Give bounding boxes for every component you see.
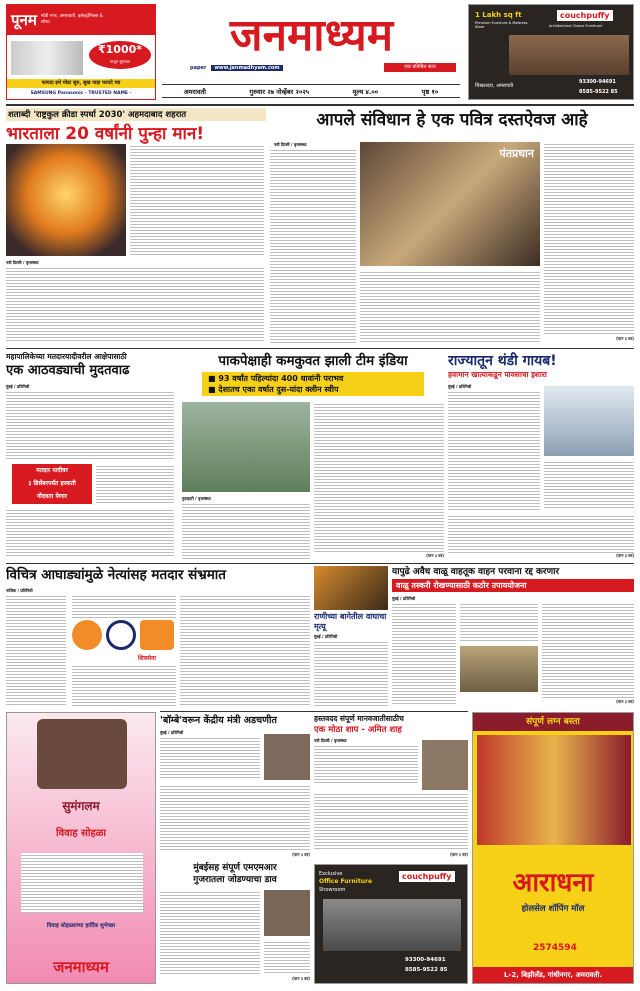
story3-headline: एक आठवड्याची मुदतवाढ [6, 363, 130, 378]
ad-left-offer: ₹1000* [97, 43, 143, 56]
story5-kicker: हवामान खात्याकडून पावसाचा इशारा [448, 370, 547, 379]
story7-photo [460, 646, 538, 692]
story6-body-d [180, 594, 310, 706]
story4-body-b [314, 402, 444, 552]
story3-kicker: महापालिकेच्या मतदारयादीवरील आक्षेपासाठी [6, 352, 127, 361]
story7 [392, 566, 634, 708]
story3-byline: मुंबई / प्रतिनिधी [6, 384, 30, 389]
story8-headline: राणीच्या बागेतील वाघाचा मृत्यू [314, 612, 387, 631]
story11-more[interactable]: (पान ३ वर) [450, 852, 468, 857]
couple-photo [37, 719, 127, 789]
story6-headline: विचित्र आघाड्यांमुळे नेत्यांसह मतदार संभ्रमात [6, 567, 226, 583]
story10-photo [264, 890, 310, 936]
story7-body-b [460, 602, 538, 642]
story4-bullet1: ■ 93 वर्षांत पहिल्यांदा 400 धावांनी पराभव [208, 374, 344, 383]
ad-right-loc: चिखलदरा, अमरावती [475, 83, 514, 89]
story9-headline: 'बॉम्बे'वरून केंद्रीय मंत्री अडचणीत [160, 715, 277, 726]
story11-body-b [314, 792, 468, 850]
office-chairs-image [323, 899, 461, 951]
story4-more[interactable]: (पान ३ वर) [426, 553, 444, 558]
story1 [6, 108, 266, 344]
story6-body-c [72, 664, 176, 706]
story1-headline: भारताला 20 वर्षांनी पुन्हा मान! [6, 124, 205, 144]
story6-body-b [72, 594, 176, 618]
ad-aradhana-name: आराधना [512, 868, 594, 898]
ad-right-couchpuffy[interactable] [468, 4, 634, 100]
story3-highlight-box [12, 464, 92, 504]
dateline-price: मूल्य ४.०० [352, 87, 379, 96]
story10 [160, 862, 310, 984]
story11-body-a [314, 744, 418, 784]
ad-wedding-sub: विवाह सोहळा [56, 828, 106, 839]
story9 [160, 714, 310, 860]
story4-headline: पाकपेक्षाही कमकुवत झाली टीम इंडिया [218, 353, 408, 369]
story3-box-line3: नोंदवता येणार [36, 493, 68, 500]
rule-row4 [160, 711, 468, 712]
party-symbol-bjp [72, 620, 102, 650]
ad-right-phone: 93300-94691 [579, 79, 616, 85]
story7-kicker: वाळू तस्करी रोखण्यासाठी कठोर उपाययोजना [392, 579, 634, 592]
story3-body-a [6, 390, 174, 460]
story8 [314, 566, 388, 708]
story2-body-c [544, 142, 634, 336]
ad-mid-couchpuffy[interactable] [314, 864, 468, 984]
story3-body-c [6, 508, 174, 558]
story4-bullet1-text: 93 वर्षांत पहिल्यांदा 400 धावांनी पराभव [218, 374, 344, 383]
story1-body-b [6, 266, 264, 342]
story6 [6, 566, 310, 708]
story2-body-b [360, 270, 540, 344]
story5-body-a [448, 390, 540, 510]
story2 [270, 108, 634, 344]
ad-left-offer-badge [89, 41, 151, 69]
ad-wedding-line: विवाह सोहळ्याच्या हार्दिक शुभेच्छा [46, 923, 116, 929]
ad-wedding-body [21, 853, 143, 913]
ad-wedding-title: सुमंगलम [62, 799, 100, 813]
story7-more[interactable]: (पान ३ वर) [616, 699, 634, 704]
ad-wedding[interactable] [6, 712, 156, 984]
story9-body-b [160, 784, 310, 850]
story2-more[interactable]: (पान ३ वर) [616, 336, 634, 341]
story4-byline: गुवाहाटी / वृत्तसंस्था [182, 496, 211, 501]
story7-byline: मुंबई / प्रतिनिधी [392, 596, 416, 601]
masthead-logo [164, 10, 459, 62]
story4-bullets [202, 372, 424, 396]
ad-aradhana-phone: 2574594 [533, 943, 577, 953]
ad-mid-line1: Exclusive [319, 871, 343, 877]
rule-row3 [6, 563, 634, 564]
masthead-tagline: एक प्रतिष्ठित सत्य [384, 63, 456, 72]
dateline-bar [162, 84, 460, 98]
story11-byline: नवी दिल्ली / वृत्तसंस्था [314, 738, 347, 743]
story9-photo [264, 734, 310, 780]
story4-bullet2: ■ देशातच एका वर्षात दुस-यांदा क्लीन स्वीप [208, 385, 339, 394]
story11-photo [422, 740, 468, 790]
ad-mid-brand: couchpuffy [399, 871, 455, 882]
story9-more[interactable]: (पान ३ वर) [292, 852, 310, 857]
rule-row2 [6, 348, 634, 349]
ad-left-footer: फायदा इथे मोठा सुरु, सुख पाहा फायदे घ्या [7, 79, 155, 88]
story7-body-c [542, 602, 634, 698]
story8-photo [314, 566, 388, 610]
story10-body-a [160, 890, 260, 974]
paper-label: paper [190, 64, 207, 71]
story5-photo [544, 386, 634, 456]
bridal-photo [477, 735, 631, 845]
story8-byline: मुंबई / प्रतिनिधी [314, 634, 338, 639]
ad-right-brand-sub: Architectural Choice Furniture! [549, 24, 603, 28]
story10-headline2: गुजरातला जोडण्याचा डाव [193, 875, 277, 885]
ad-mid-line3: Showroom [319, 887, 346, 893]
story5 [448, 352, 634, 560]
ad-left-brands: SAMSUNG Panasonic - TRUSTED NAME - [30, 91, 132, 96]
ad-right-phone2: 8585-9522 85 [579, 89, 618, 95]
story7-headline: यापुढे अवैध वाळू वाहतूक वाहन परवाना रद्द करणार [392, 567, 560, 577]
ad-aradhana-sub: होलसेल शॉपिंग मॉल [521, 904, 585, 914]
story2-byline: नवी दिल्ली / वृत्तसंस्था [274, 142, 307, 147]
story11-kicker: हस्तवदद संपूर्ण मानवजातीसाठीच [314, 714, 404, 723]
story11-headline: एक मोठा शाप - अमित शाह [314, 725, 402, 735]
ad-left-poonam[interactable] [6, 4, 156, 100]
ad-aradhana[interactable] [472, 712, 634, 984]
story2-headline: आपले संविधान हे एक पवित्र दस्तऐवज आहे [316, 110, 588, 130]
ad-mid-line2: Office Furniture [319, 878, 373, 885]
story10-more[interactable]: (पान ३ वर) [292, 976, 310, 981]
ad-left-sub: मोठी नगर, अमरावती. इलेक्ट्रॉनिक्स & सोफा [40, 14, 104, 25]
masthead-title: जनमाध्यम [229, 10, 394, 61]
story9-byline: मुंबई / प्रतिनिधी [160, 730, 184, 735]
ad-wedding-brand: जनमाध्यम [53, 958, 109, 976]
story4-photo [182, 402, 310, 492]
story2-photo-label: पंतप्रधान [499, 147, 534, 160]
story8-body [314, 640, 388, 706]
story3-box-line1: मतदार यादीवर [36, 467, 68, 474]
story9-body-a [160, 736, 260, 780]
story1-photo [6, 144, 126, 256]
story2-body-a [270, 148, 356, 344]
dateline-date: गुरुवार २७ नोव्हेंबर २०२५ [249, 87, 310, 96]
masthead-web-bar [190, 63, 380, 72]
story5-body-b [544, 460, 634, 510]
ad-right-area: 1 Lakh sq ft [475, 11, 522, 19]
story1-byline: नवी दिल्ली / वृत्तसंस्था [6, 260, 39, 265]
story3 [6, 352, 176, 560]
story1-body-a [130, 144, 264, 256]
story3-box-line2: ३ डिसेंबरपर्यंत हरकती [28, 480, 76, 487]
party-symbol-shivsena [140, 620, 174, 650]
story6-byline: नाशिक / प्रतिनिधी [6, 588, 33, 593]
ad-aradhana-top: संपूर्ण लग्न बस्ता [473, 713, 633, 731]
story10-body-b [264, 940, 310, 974]
ad-left-brand: पूनम [11, 11, 37, 29]
story5-byline: मुंबई / प्रतिनिधी [448, 384, 472, 389]
ad-right-brand: couchpuffy [557, 10, 613, 21]
story11 [314, 714, 468, 860]
story3-body-b [96, 464, 174, 504]
story6-body-a [6, 594, 66, 706]
ad-left-offer-sub: पासून सुरुवात [109, 59, 131, 64]
website-link[interactable]: www.janmadhyam.com [211, 65, 282, 71]
story10-headline: मुंबईसह संपूर्ण एमएमआर [193, 863, 277, 873]
masthead-rule [6, 104, 634, 106]
story1-kicker: शताब्दी 'राष्ट्रकुल क्रीडा स्पर्धा 2030' अहमदाबाद शहरात [6, 108, 266, 121]
ad-left-header [7, 5, 155, 35]
sofa-image [509, 35, 629, 75]
story5-more[interactable]: (पान ३ वर) [616, 553, 634, 558]
ad-mid-phone: 93300-94691 [405, 957, 446, 963]
ad-right-area-sub: Premium Furniture & Mattress Store [475, 21, 528, 29]
story4 [182, 352, 444, 560]
ad-aradhana-addr: L-2, बिझीलँड, गांधीनगर, अमरावती. [473, 967, 633, 983]
ad-mid-phone2: 8585-9522 85 [405, 967, 448, 973]
story2-photo [360, 142, 540, 266]
story5-body-c [448, 514, 634, 554]
story5-headline: राज्यातून थंडी गायब! [448, 353, 557, 369]
dateline-city: अमरावती [183, 87, 206, 96]
dateline-pages: पृष्ठ १० [421, 87, 439, 96]
story6-party-label: शिवसेना [138, 655, 156, 662]
appliance-image [11, 41, 83, 75]
story4-body-a [182, 502, 310, 560]
party-symbol-ncp [106, 620, 136, 650]
story7-body-a [392, 602, 456, 706]
story4-bullet2-text: देशातच एका वर्षात दुस-यांदा क्लीन स्वीप [218, 385, 339, 394]
